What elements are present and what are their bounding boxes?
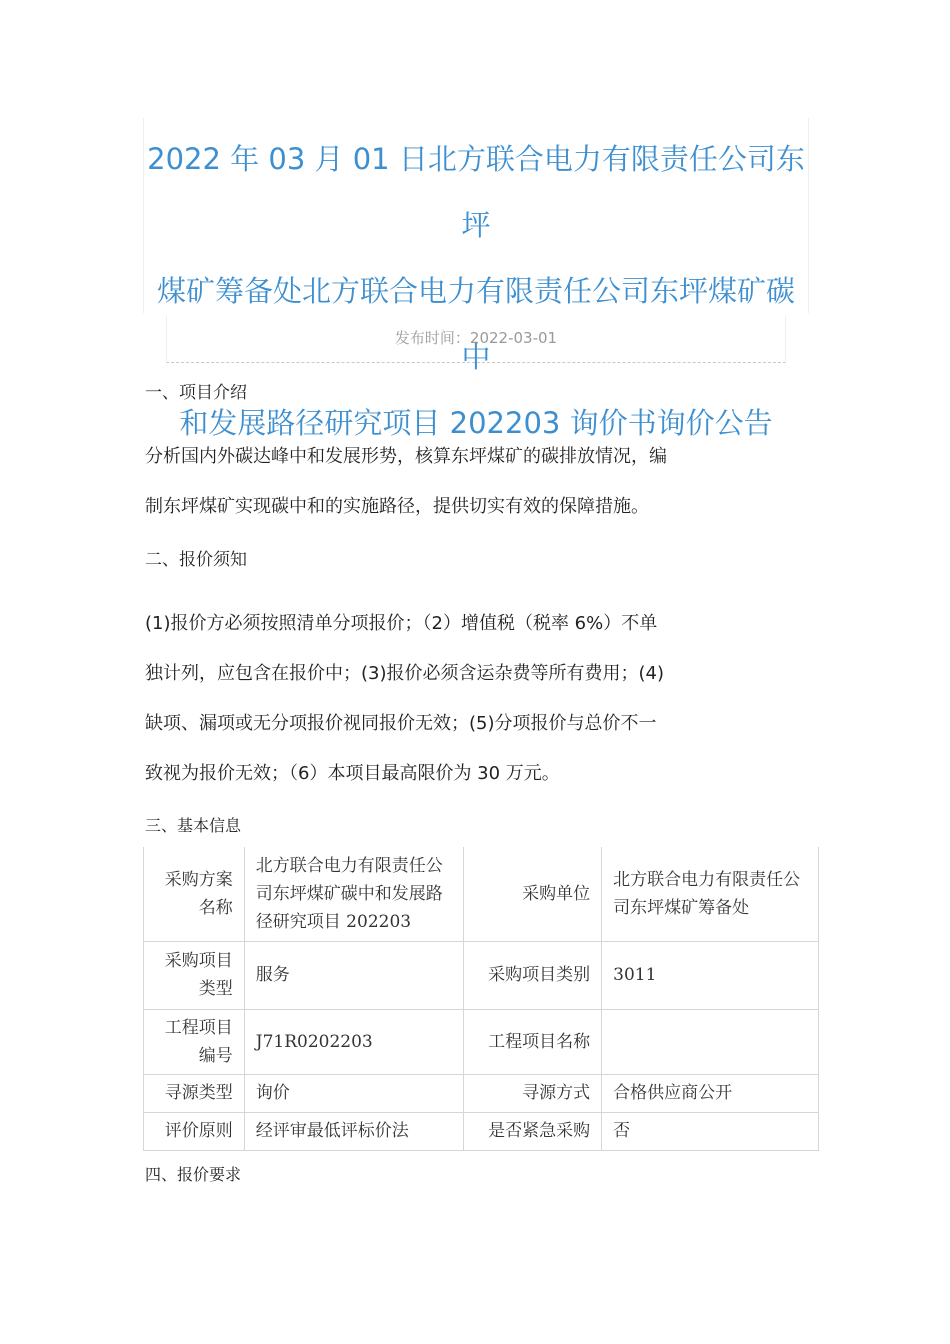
section-intro-text bbox=[145, 439, 745, 539]
title-line: 煤矿筹备处北方联合电力有限责任公司东坪煤矿碳中 bbox=[156, 274, 795, 374]
table-key-cell: 是否紧急采购 bbox=[463, 1112, 601, 1150]
title-line: 和发展路径研究项目 202203 询价书询价公告 bbox=[179, 406, 773, 440]
section-heading-basic-info: 三、基本信息 bbox=[145, 816, 242, 835]
table-value-cell: 服务 bbox=[244, 941, 463, 1009]
table-value-cell: 否 bbox=[602, 1112, 819, 1150]
title-line: 2022 年 03 月 01 日北方联合电力有限责任公司东坪 bbox=[147, 142, 805, 242]
table-value-cell: 经评审最低评标价法 bbox=[244, 1112, 463, 1150]
table-key-cell: 采购单位 bbox=[463, 847, 601, 941]
table-key-cell: 工程项目编号 bbox=[144, 1009, 245, 1074]
section-notice-text bbox=[145, 606, 745, 806]
table-key-cell: 采购项目类型 bbox=[144, 941, 245, 1009]
table-value-cell: 3011 bbox=[602, 941, 819, 1009]
section-heading-intro: 一、项目介绍 bbox=[145, 383, 247, 403]
publish-time: 发布时间：2022-03-01 bbox=[166, 316, 786, 363]
paragraph-line: 制东坪煤矿实现碳中和的实施路径，提供切实有效的保障措施。 bbox=[145, 496, 649, 517]
page-title bbox=[144, 118, 808, 456]
table-row bbox=[144, 1009, 819, 1074]
paragraph-line: (1)报价方必须按照清单分项报价；（2）增值税（税率 6%）不单 bbox=[145, 613, 658, 634]
section-heading-notice: 二、报价须知 bbox=[145, 550, 247, 570]
table-key-cell: 评价原则 bbox=[144, 1112, 245, 1150]
table-value-cell: 北方联合电力有限责任公司东坪煤矿筹备处 bbox=[602, 847, 819, 941]
table-value-cell: 询价 bbox=[244, 1074, 463, 1112]
table-key-cell: 采购项目类别 bbox=[463, 941, 601, 1009]
table-value-cell: 合格供应商公开 bbox=[602, 1074, 819, 1112]
paragraph-line: 致视为报价无效；（6）本项目最高限价为 30 万元。 bbox=[145, 763, 560, 784]
basic-info-table bbox=[143, 847, 819, 1151]
table-value-cell bbox=[602, 1009, 819, 1074]
paragraph-line: 分析国内外碳达峰中和发展形势，核算东坪煤矿的碳排放情况，编 bbox=[145, 446, 667, 467]
table-value-cell: 北方联合电力有限责任公司东坪煤矿碳中和发展路径研究项目 202203 bbox=[244, 847, 463, 941]
paragraph-line: 缺项、漏项或无分项报价视同报价无效；(5)分项报价与总价不一 bbox=[145, 713, 657, 734]
table-row bbox=[144, 1112, 819, 1150]
table-value-cell: J71R0202203 bbox=[244, 1009, 463, 1074]
table-key-cell: 寻源方式 bbox=[463, 1074, 601, 1112]
paragraph-line: 独计列，应包含在报价中；(3)报价必须含运杂费等所有费用；(4) bbox=[145, 663, 664, 684]
table-row bbox=[144, 847, 819, 941]
section-heading-requirements: 四、报价要求 bbox=[145, 1165, 242, 1184]
table-key-cell: 寻源类型 bbox=[144, 1074, 245, 1112]
table-row bbox=[144, 941, 819, 1009]
table-row bbox=[144, 1074, 819, 1112]
table-key-cell: 工程项目名称 bbox=[463, 1009, 601, 1074]
table-key-cell: 采购方案名称 bbox=[144, 847, 245, 941]
